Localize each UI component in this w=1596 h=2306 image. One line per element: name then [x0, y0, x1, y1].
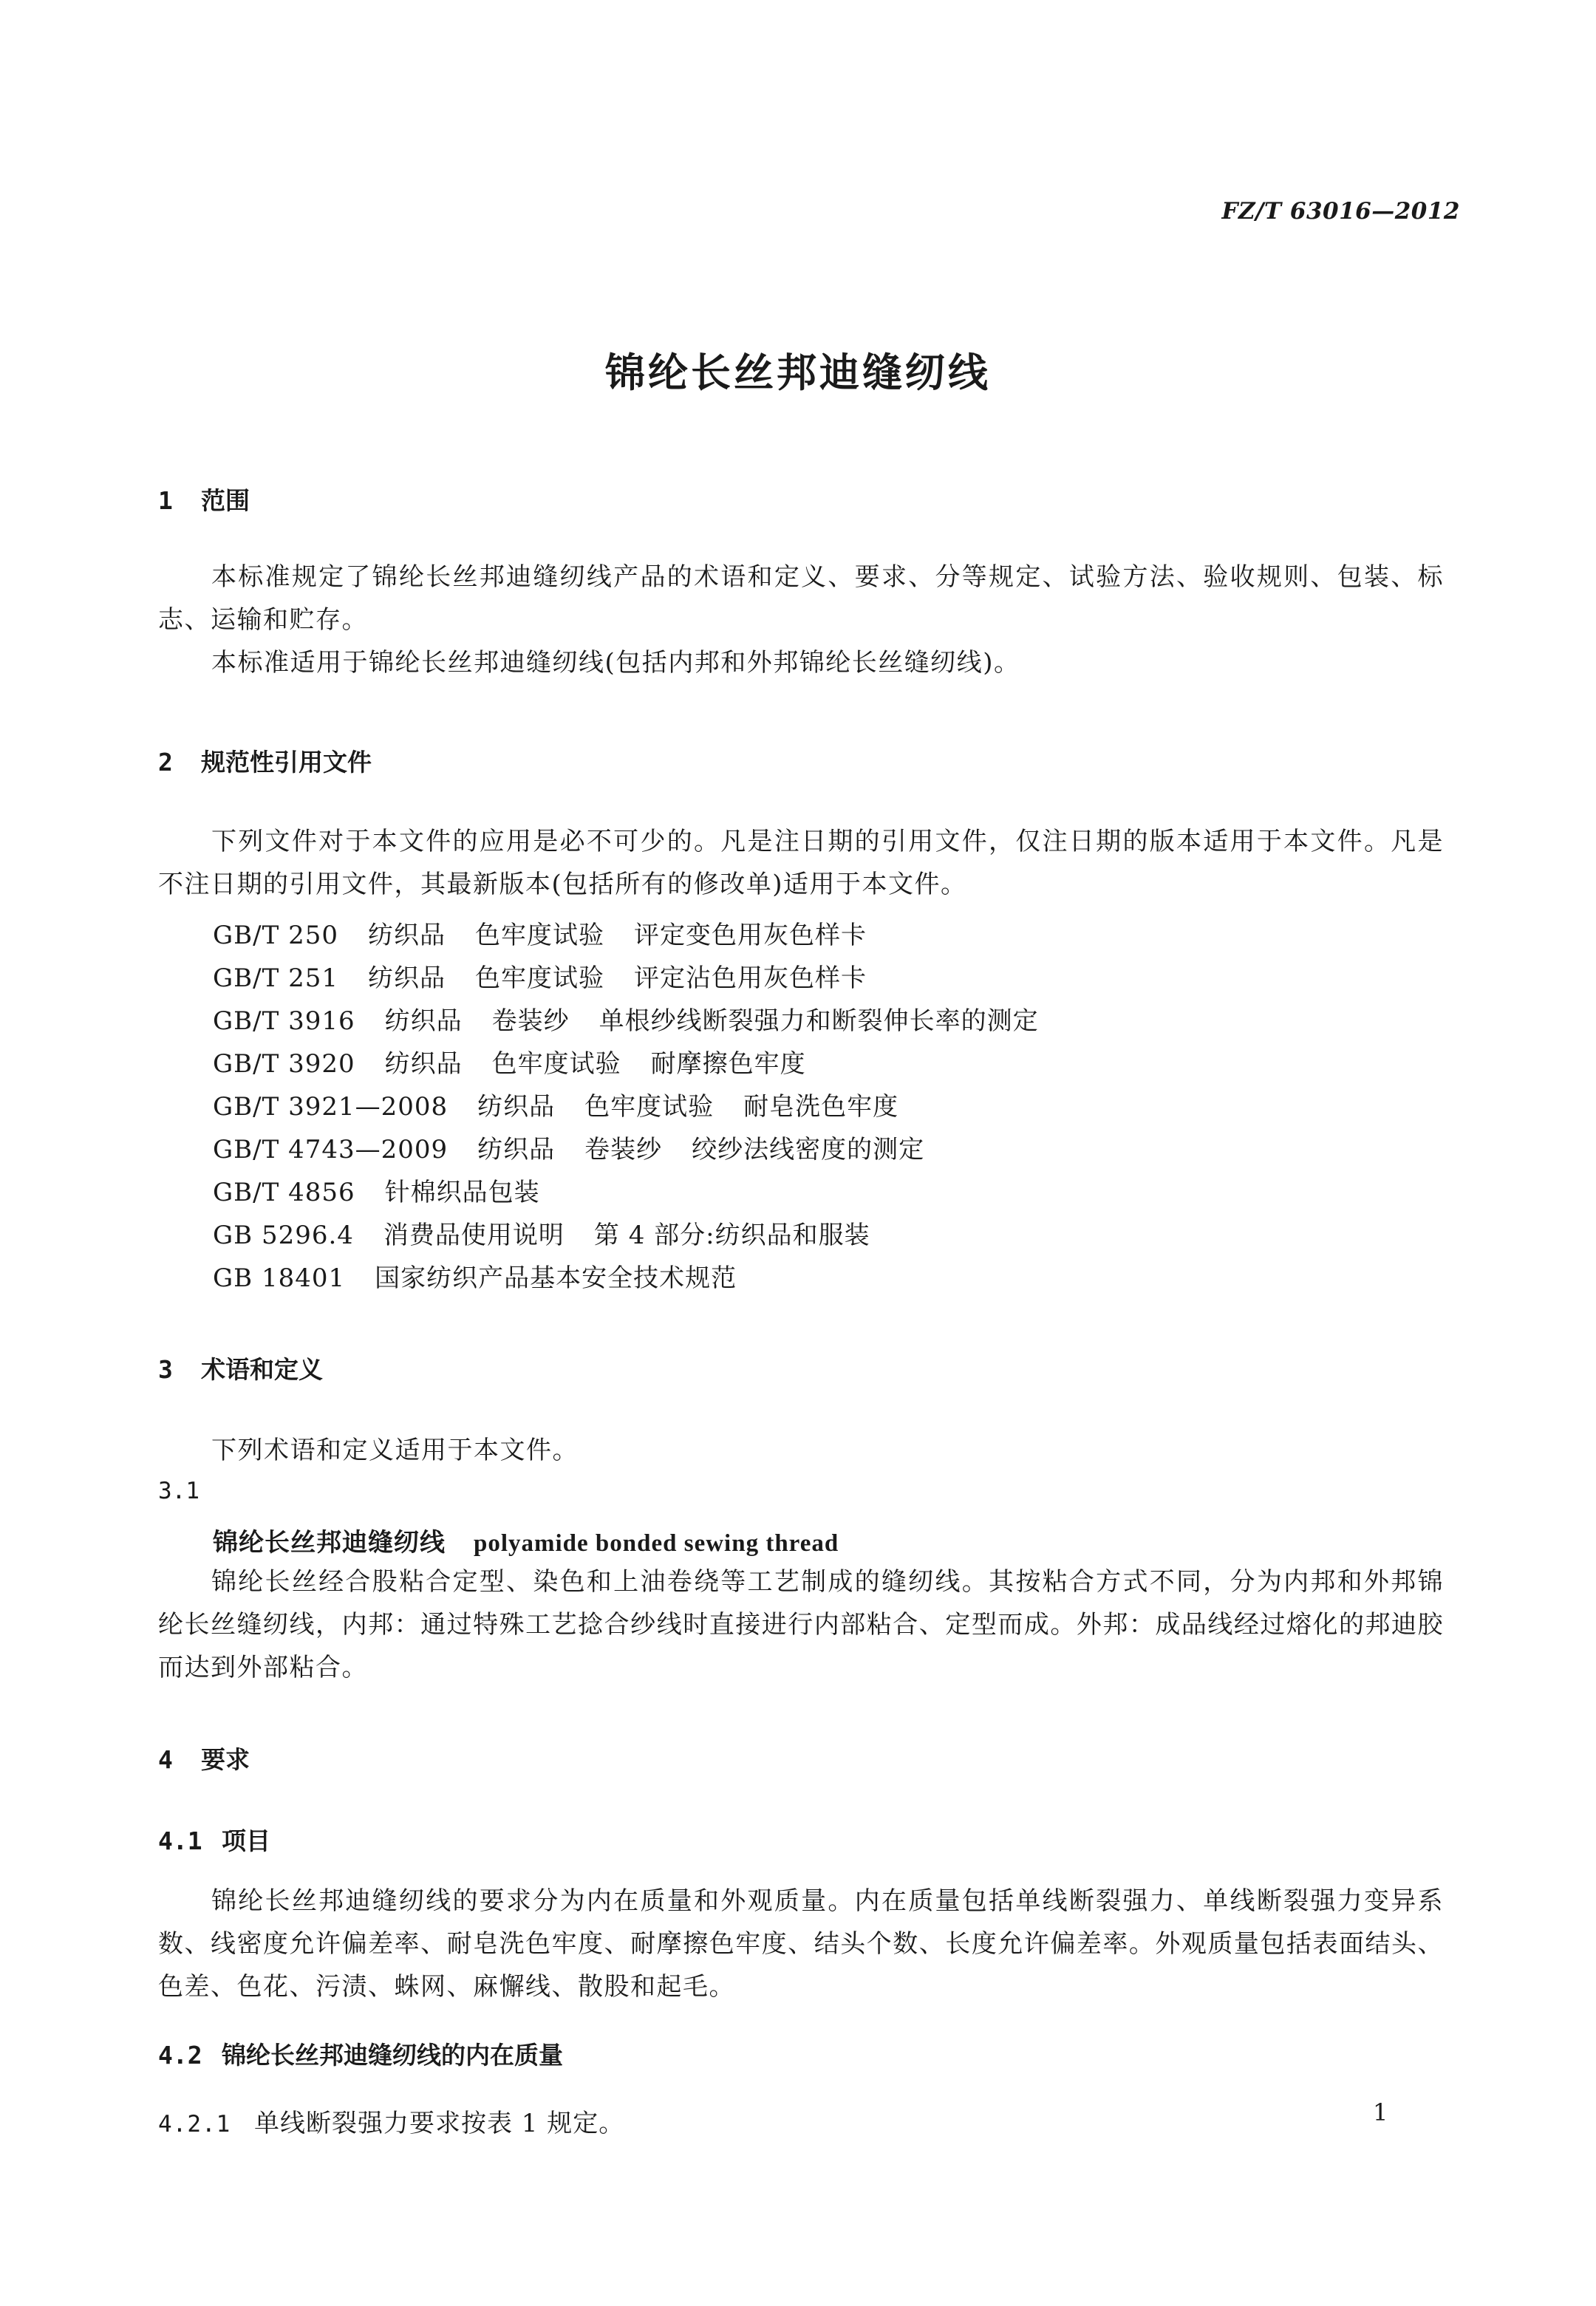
reference-part: 评定沾色用灰色样卡	[633, 963, 867, 993]
section-title: 术语和定义	[201, 1355, 323, 1384]
reference-part: 纺织品	[384, 1006, 463, 1036]
section-number: 2	[158, 748, 173, 777]
section-number: 4	[158, 1745, 173, 1774]
reference-code: GB 5296.4	[213, 1221, 354, 1250]
section-1-heading	[158, 482, 250, 516]
reference-part: 耐摩擦色牢度	[650, 1049, 806, 1079]
reference-item	[213, 958, 867, 994]
reference-part: 纺织品	[477, 1135, 556, 1164]
section-3-heading	[158, 1351, 323, 1385]
reference-code: GB/T 250	[213, 921, 338, 950]
section-title: 要求	[201, 1745, 250, 1774]
section-title: 规范性引用文件	[201, 748, 372, 777]
section-3-intro: 下列术语和定义适用于本文件。	[211, 1436, 579, 1465]
subsection-text: 单线断裂强力要求按表 1 规定。	[254, 2109, 625, 2138]
section-number: 4.2	[158, 2041, 202, 2070]
reference-code: GB/T 3921—2008	[213, 1092, 449, 1122]
reference-code: GB/T 3916	[213, 1006, 355, 1036]
reference-part: 国家纺织产品基本安全技术规范	[375, 1263, 737, 1293]
reference-part: 纺织品	[384, 1049, 463, 1079]
section-2-intro: 下列文件对于本文件的应用是必不可少的。凡是注日期的引用文件，仅注日期的版本适用于本文件。凡是不注日期的引用文件，其最新版本(包括所有的修改单)适用于本文件。	[158, 827, 1444, 899]
reference-item	[213, 1215, 870, 1251]
reference-item	[213, 1258, 737, 1294]
reference-part: 纺织品	[477, 1092, 556, 1122]
section-1-paragraph-1: 本标准规定了锦纶长丝邦迪缝纫线产品的术语和定义、要求、分等规定、试验方法、验收规则、包装、标志、运输和贮存。	[158, 562, 1444, 635]
reference-item	[213, 1172, 540, 1208]
section-number: 1	[158, 486, 173, 515]
reference-item	[213, 1086, 898, 1122]
reference-item	[213, 1043, 806, 1079]
reference-code: GB/T 251	[213, 963, 338, 993]
term-definition: 锦纶长丝经合股粘合定型、染色和上油卷绕等工艺制成的缝纫线。其按粘合方式不同，分为内邦和外邦锦纶长丝缝纫线，内邦：通过特殊工艺捻合纱线时直接进行内部粘合、定型而成。外邦：成品线经过熔化的邦迪胶而达到外部粘合。	[158, 1567, 1444, 1682]
standard-code: FZ/T 63016—2012	[1221, 198, 1460, 225]
section-1-paragraph-2: 本标准适用于锦纶长丝邦迪缝纫线(包括内邦和外邦锦纶长丝缝纫线)。	[211, 648, 1020, 678]
reference-part: 卷装纱	[584, 1135, 663, 1164]
term-chinese: 锦纶长丝邦迪缝纫线	[213, 1528, 446, 1558]
term-entry	[213, 1522, 839, 1558]
reference-code: GB 18401	[213, 1263, 346, 1293]
section-number: 4.2.1	[158, 2111, 231, 2138]
reference-part: 耐皂洗色牢度	[743, 1092, 899, 1122]
reference-item	[213, 915, 867, 951]
reference-part: 评定变色用灰色样卡	[633, 921, 867, 950]
section-title: 锦纶长丝邦迪缝纫线的内在质量	[222, 2041, 563, 2070]
reference-part: 色牢度试验	[491, 1049, 621, 1079]
reference-part: 纺织品	[367, 921, 446, 950]
reference-part: 卷装纱	[491, 1006, 570, 1036]
reference-code: GB/T 4856	[213, 1178, 355, 1207]
subsection-4-2-heading	[158, 2036, 563, 2071]
subsection-3-1-number: 3.1	[158, 1478, 200, 1504]
section-number: 4.1	[158, 1826, 202, 1855]
reference-part: 绞纱法线密度的测定	[692, 1135, 925, 1164]
document-title: 锦纶长丝邦迪缝纫线	[605, 349, 991, 396]
reference-part: 纺织品	[367, 963, 446, 993]
reference-item	[213, 1129, 924, 1165]
reference-part: 色牢度试验	[584, 1092, 715, 1122]
reference-part: 色牢度试验	[474, 963, 604, 993]
reference-code: GB/T 3920	[213, 1049, 355, 1079]
section-title: 项目	[222, 1826, 270, 1855]
section-number: 3	[158, 1355, 173, 1384]
reference-item	[213, 1000, 1039, 1037]
reference-part: 消费品使用说明	[383, 1221, 565, 1250]
term-english: polyamide bonded sewing thread	[474, 1530, 839, 1557]
reference-part: 第 4 部分:纺织品和服装	[593, 1221, 870, 1250]
section-title: 范围	[201, 486, 250, 515]
section-4-heading	[158, 1741, 250, 1775]
reference-part: 针棉织品包装	[384, 1178, 540, 1207]
section-2-heading	[158, 743, 372, 778]
page-number: 1	[1373, 2098, 1388, 2126]
reference-part: 色牢度试验	[474, 921, 604, 950]
subsection-4-1-heading	[158, 1822, 270, 1857]
reference-code: GB/T 4743—2009	[213, 1135, 449, 1164]
subsection-4-2-1	[158, 2103, 624, 2139]
reference-part: 单根纱线断裂强力和断裂伸长率的测定	[598, 1006, 1039, 1036]
subsection-4-1-paragraph: 锦纶长丝邦迪缝纫线的要求分为内在质量和外观质量。内在质量包括单线断裂强力、单线断裂强力变异系数、线密度允许偏差率、耐皂洗色牢度、耐摩擦色牢度、结头个数、长度允许偏差率。外观质量包括表面结头、色差、色花、污渍、蛛网、麻懈线、散股和起毛。	[158, 1886, 1444, 2002]
